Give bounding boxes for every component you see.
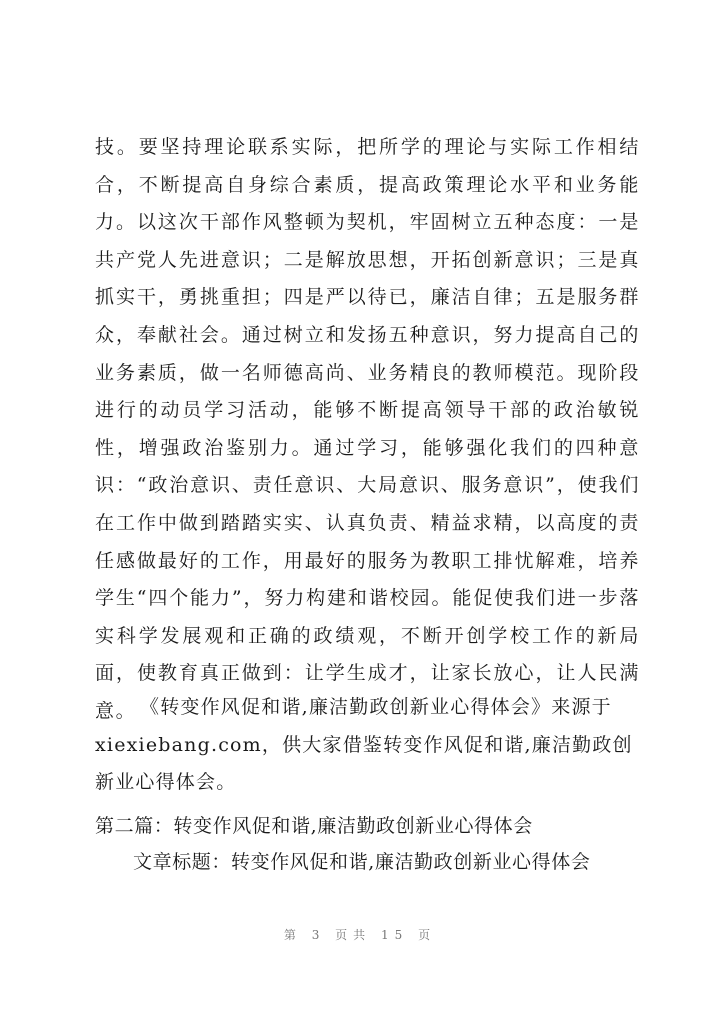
footer-page-prefix: 第 bbox=[283, 928, 302, 942]
source-paragraph: 《转变作风促和谐,廉洁勤政创新业心得体会》来源于xiexiebang.com，供大家借鉴转变作风促和谐,廉洁勤政创新业心得体会。 bbox=[95, 696, 633, 794]
footer-page-suffix: 页 bbox=[418, 928, 437, 942]
footer-total-pages: 15 bbox=[381, 928, 409, 942]
chapter-heading: 第二篇：转变作风促和谐,廉洁勤政创新业心得体会 bbox=[95, 815, 533, 837]
footer-current-page: 3 bbox=[311, 928, 326, 942]
footer-page-mid: 页共 bbox=[335, 928, 372, 942]
article-title: 文章标题：转变作风促和谐,廉洁勤政创新业心得体会 bbox=[133, 851, 591, 873]
page-footer bbox=[0, 926, 720, 943]
body-paragraph: 技。要坚持理论联系实际，把所学的理论与实际工作相结合，不断提高自身综合素质，提高政策理论水平和业务能力。以这次干部作风整顿为契机，牢固树立五种态度：一是共产党人先进意识；二是解放思想，开拓创新意识；三是真抓实干，勇挑重担；四是严以待已，廉洁自律；五是服务群众，奉献社会。通过树立和发扬五种意识，努力提高自己的业务素质，做一名师德高尚、业务精良的教师模范。现阶段进行的动员学习活动，能够不断提高领导干部的政治敏锐性，增强政治鉴别力。通过学习，能够强化我们的四种意识：“政治意识、责任意识、大局意识、服务意识”，使我们在工作中做到踏踏实实、认真负责、精益求精，以高度的责任感做最好的工作，用最好的服务为教职工排忧解难，培养学生“四个能力”，努力构建和谐校园。能促使我们进一步落实科学发展观和正确的政绩观，不断开创学校工作的新局面，使教育真正做到：让学生成才，让家长放心，让人民满意。 bbox=[95, 136, 640, 722]
